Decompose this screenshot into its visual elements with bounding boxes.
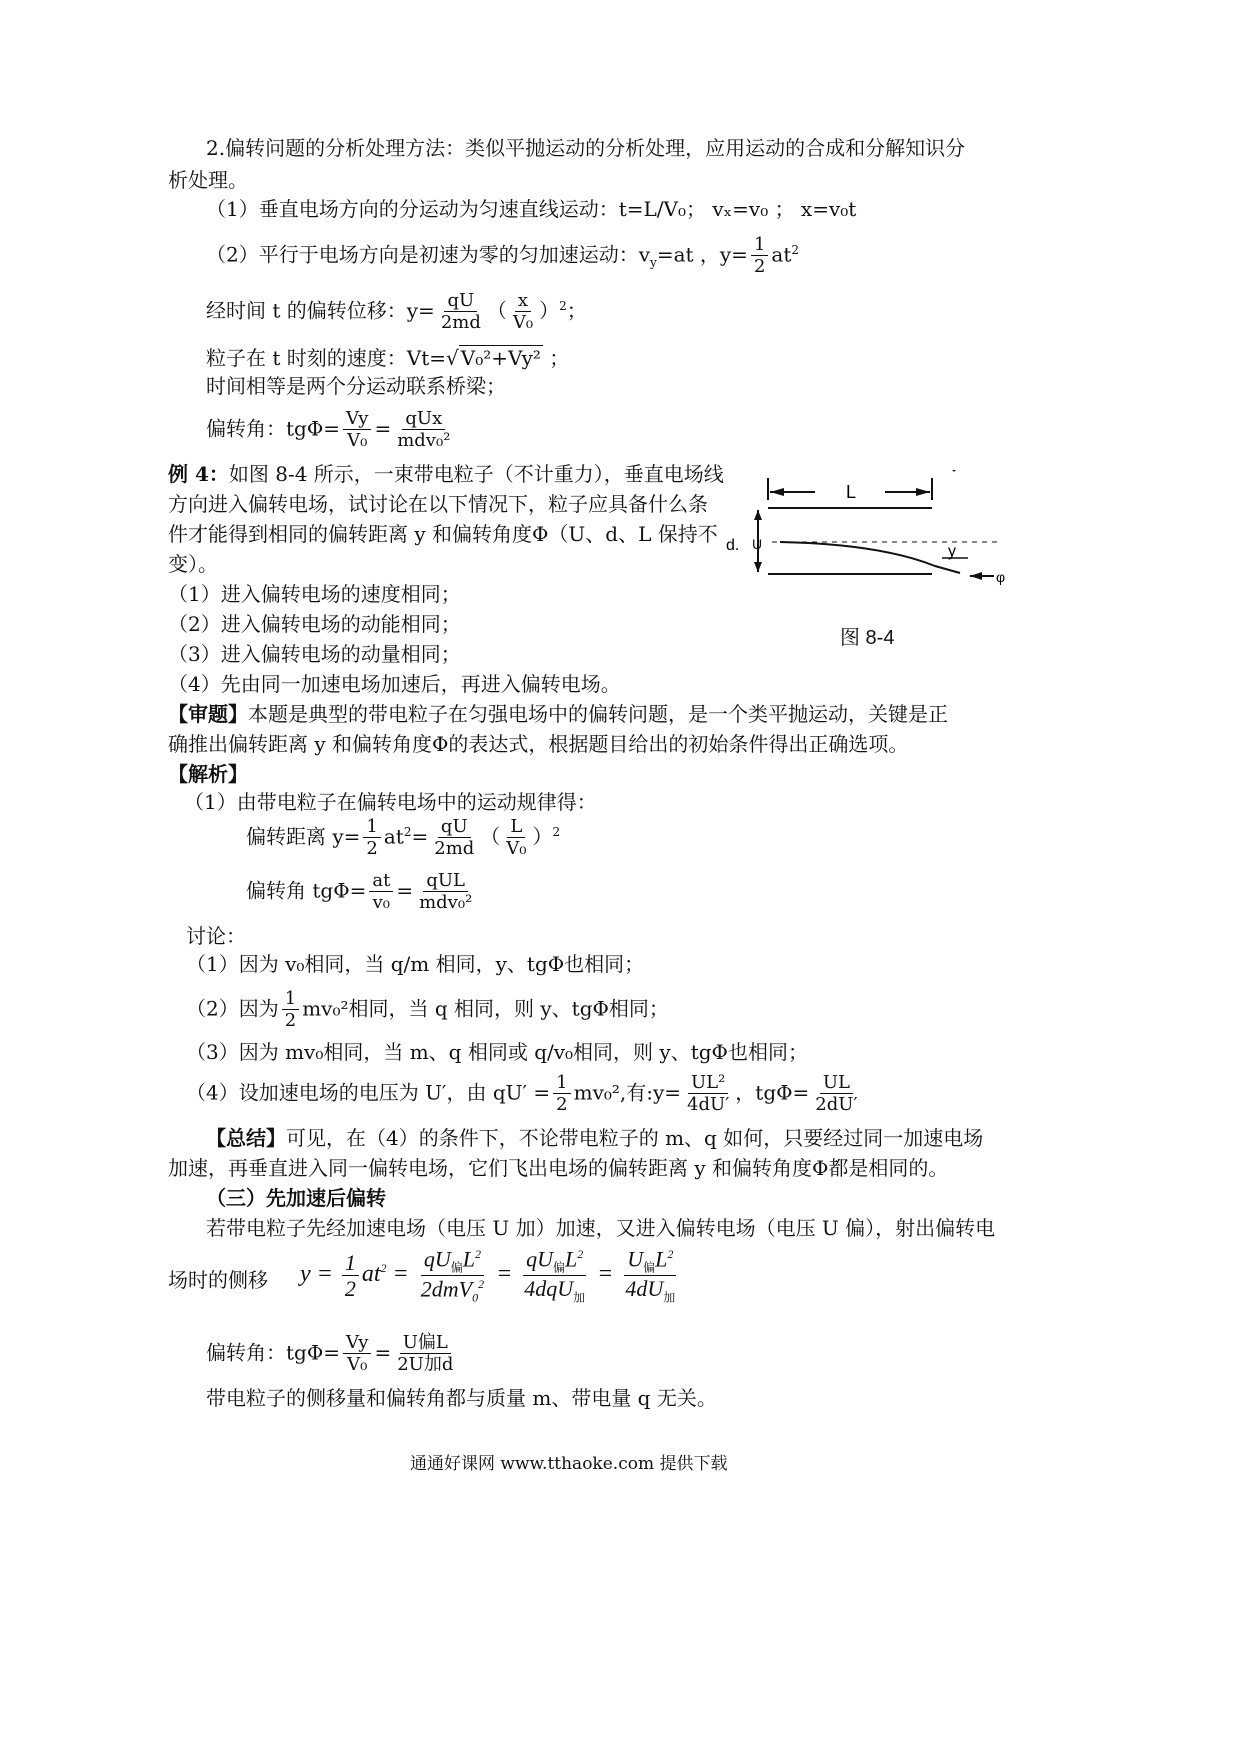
example-line4: 变）。 <box>168 552 218 576</box>
half-fraction: $\frac{1}{2}$ <box>751 236 768 276</box>
section3-heading: （三）先加速后偏转 <box>206 1186 386 1210</box>
label-y: y <box>948 543 956 560</box>
figure-caption: 图 8-4 <box>840 627 895 649</box>
analysis-tag: 【解析】 <box>168 762 248 786</box>
condition-3: （3）进入偏转电场的动量相同； <box>168 642 461 666</box>
summary-line2: 加速，再垂直进入同一偏转电场，它们飞出电场的偏转距离 y 和偏转角度Φ都是相同的。 <box>168 1156 949 1180</box>
item2-prefix: （2）平行于电场方向是初速为零的匀加速运动：v <box>206 242 651 267</box>
item1-line: （1）垂直电场方向的分运动为匀速直线运动：t=L/V₀； vₓ=v₀ ； x=v₀t <box>206 197 857 221</box>
summary-line1: 【总结】可见，在（4）的条件下，不论带电粒子的 m、q 如何，只要经过同一加速电场 <box>206 1126 984 1150</box>
angle-formula: 偏转角 tgΦ= $\frac{at}{\text{v₀}}$ = $\frac{\text{qUL}}{\text{mdv₀²}}$ <box>246 870 473 913</box>
example-line3: 件才能得到相同的偏转距离 y 和偏转角度Φ（U、d、L 保持不 <box>168 522 718 546</box>
discuss-1: （1）因为 v₀相同，当 q/m 相同，y、tgΦ也相同； <box>186 952 645 976</box>
para-intro-line1: 2.偏转问题的分析处理方法：类似平抛运动的分析处理，应用运动的合成和分解知识分 <box>206 136 966 160</box>
velocity-line: 粒子在 t 时刻的速度：Vt=√ V₀²+Vy² ； <box>206 346 570 370</box>
figure-8-4-diagram <box>720 470 1020 600</box>
label-phi: φ <box>996 569 1006 585</box>
sqrt-expression: V₀²+Vy² <box>460 346 541 370</box>
label-d: d. <box>726 537 740 554</box>
condition-2: （2）进入偏转电场的动能相同； <box>168 612 461 636</box>
example-line1: 例 4：如图 8-4 所示，一束带电粒子（不计重力），垂直电场线 <box>168 462 724 486</box>
displacement-line: 经时间 t 的偏转位移：y= $\frac{qU}{2md}$ （ $\frac{x}{\text{V₀}}$ ）$^2$； <box>206 290 587 333</box>
para-intro-line2: 析处理。 <box>168 168 248 192</box>
section3-conclusion: 带电粒子的侧移量和偏转角都与质量 m、带电量 q 无关。 <box>206 1386 717 1410</box>
section3-angle: 偏转角：tgΦ= $\frac{Vy}{\text{V₀}}$ = $\frac{\text{U偏L}}{\text{2U加d}}$ <box>206 1332 454 1375</box>
review-line2: 确推出偏转距离 y 和偏转角度Φ的表达式，根据题目给出的初始条件得出正确选项。 <box>168 732 909 756</box>
discuss-3: （3）因为 mv₀相同，当 m、q 相同或 q/v₀相同，则 y、tgΦ也相同； <box>186 1040 808 1064</box>
condition-4: （4）先由同一加速电场加速后，再进入偏转电场。 <box>168 672 621 696</box>
angle-line: 偏转角：tgΦ= $\frac{Vy}{\text{V₀}}$ = $\frac{\text{qUx}}{\text{mdv₀²}}$ <box>206 408 451 451</box>
review-tag: 【审题】 <box>168 702 248 726</box>
item2-mid: =at ，y= <box>656 242 748 267</box>
summary-tag: 【总结】 <box>206 1126 286 1150</box>
example-title: 例 4： <box>168 462 229 486</box>
condition-1: （1）进入偏转电场的速度相同； <box>168 582 461 606</box>
discuss-2: （2）因为 $\frac{1}{2}$ mv₀²相同，当 q 相同，则 y、tgΦ相同； <box>186 988 669 1031</box>
example-line2: 方向进入偏转电场，试讨论在以下情况下，粒子应具备什么条 <box>168 492 708 516</box>
lateral-shift-formula: y = $\frac{1}{2}$ $at^2$ = $\frac{qU_偏L^2}{2dmV_0^2}$ = $\frac{qU_偏L^2}{4dqU_加}$ = $\frac{U_偏L^2}{4dU_加}$ <box>300 1246 676 1305</box>
section3-line1: 若带电粒子先经加速电场（电压 U 加）加速，又进入偏转电场（电压 U 偏），射出偏转电 <box>206 1216 996 1240</box>
footer-text: 通通好课网 www.tthaoke.com 提供下载 <box>410 1454 728 1474</box>
discuss-4: （4）设加速电场的电压为 U′，由 qU′ = $\frac{1}{2}$ mv₀²,有:y= $\frac{\text{UL²}}{4dU'}$ ，tgΦ= $\frac{UL}{2dU'}$ <box>186 1072 858 1115</box>
label-U: U <box>752 536 763 552</box>
analysis-line1: （1）由带电粒子在偏转电场中的运动规律得： <box>184 790 597 814</box>
discuss-label: 讨论： <box>186 924 246 948</box>
label-L: L <box>846 482 857 502</box>
review-line1: 【审题】本题是典型的带电粒子在匀强电场中的偏转问题，是一个类平抛运动，关键是正 <box>168 702 948 726</box>
section3-line2-label: 场时的侧移 <box>168 1268 268 1292</box>
bridge-line: 时间相等是两个分运动联系桥梁； <box>206 374 506 398</box>
item2-suffix: at <box>771 242 792 267</box>
item2-line: （2）平行于电场方向是初速为零的匀加速运动：$v_y=at$ ，y= $\frac{1}{2}$ $at^2$ <box>206 234 800 277</box>
distance-formula: 偏转距离 y= $\frac{1}{2}$ $at^2=$ $\frac{qU}{2md}$ （ $\frac{L}{\text{V₀}}$ ）$^2$ <box>246 816 561 859</box>
